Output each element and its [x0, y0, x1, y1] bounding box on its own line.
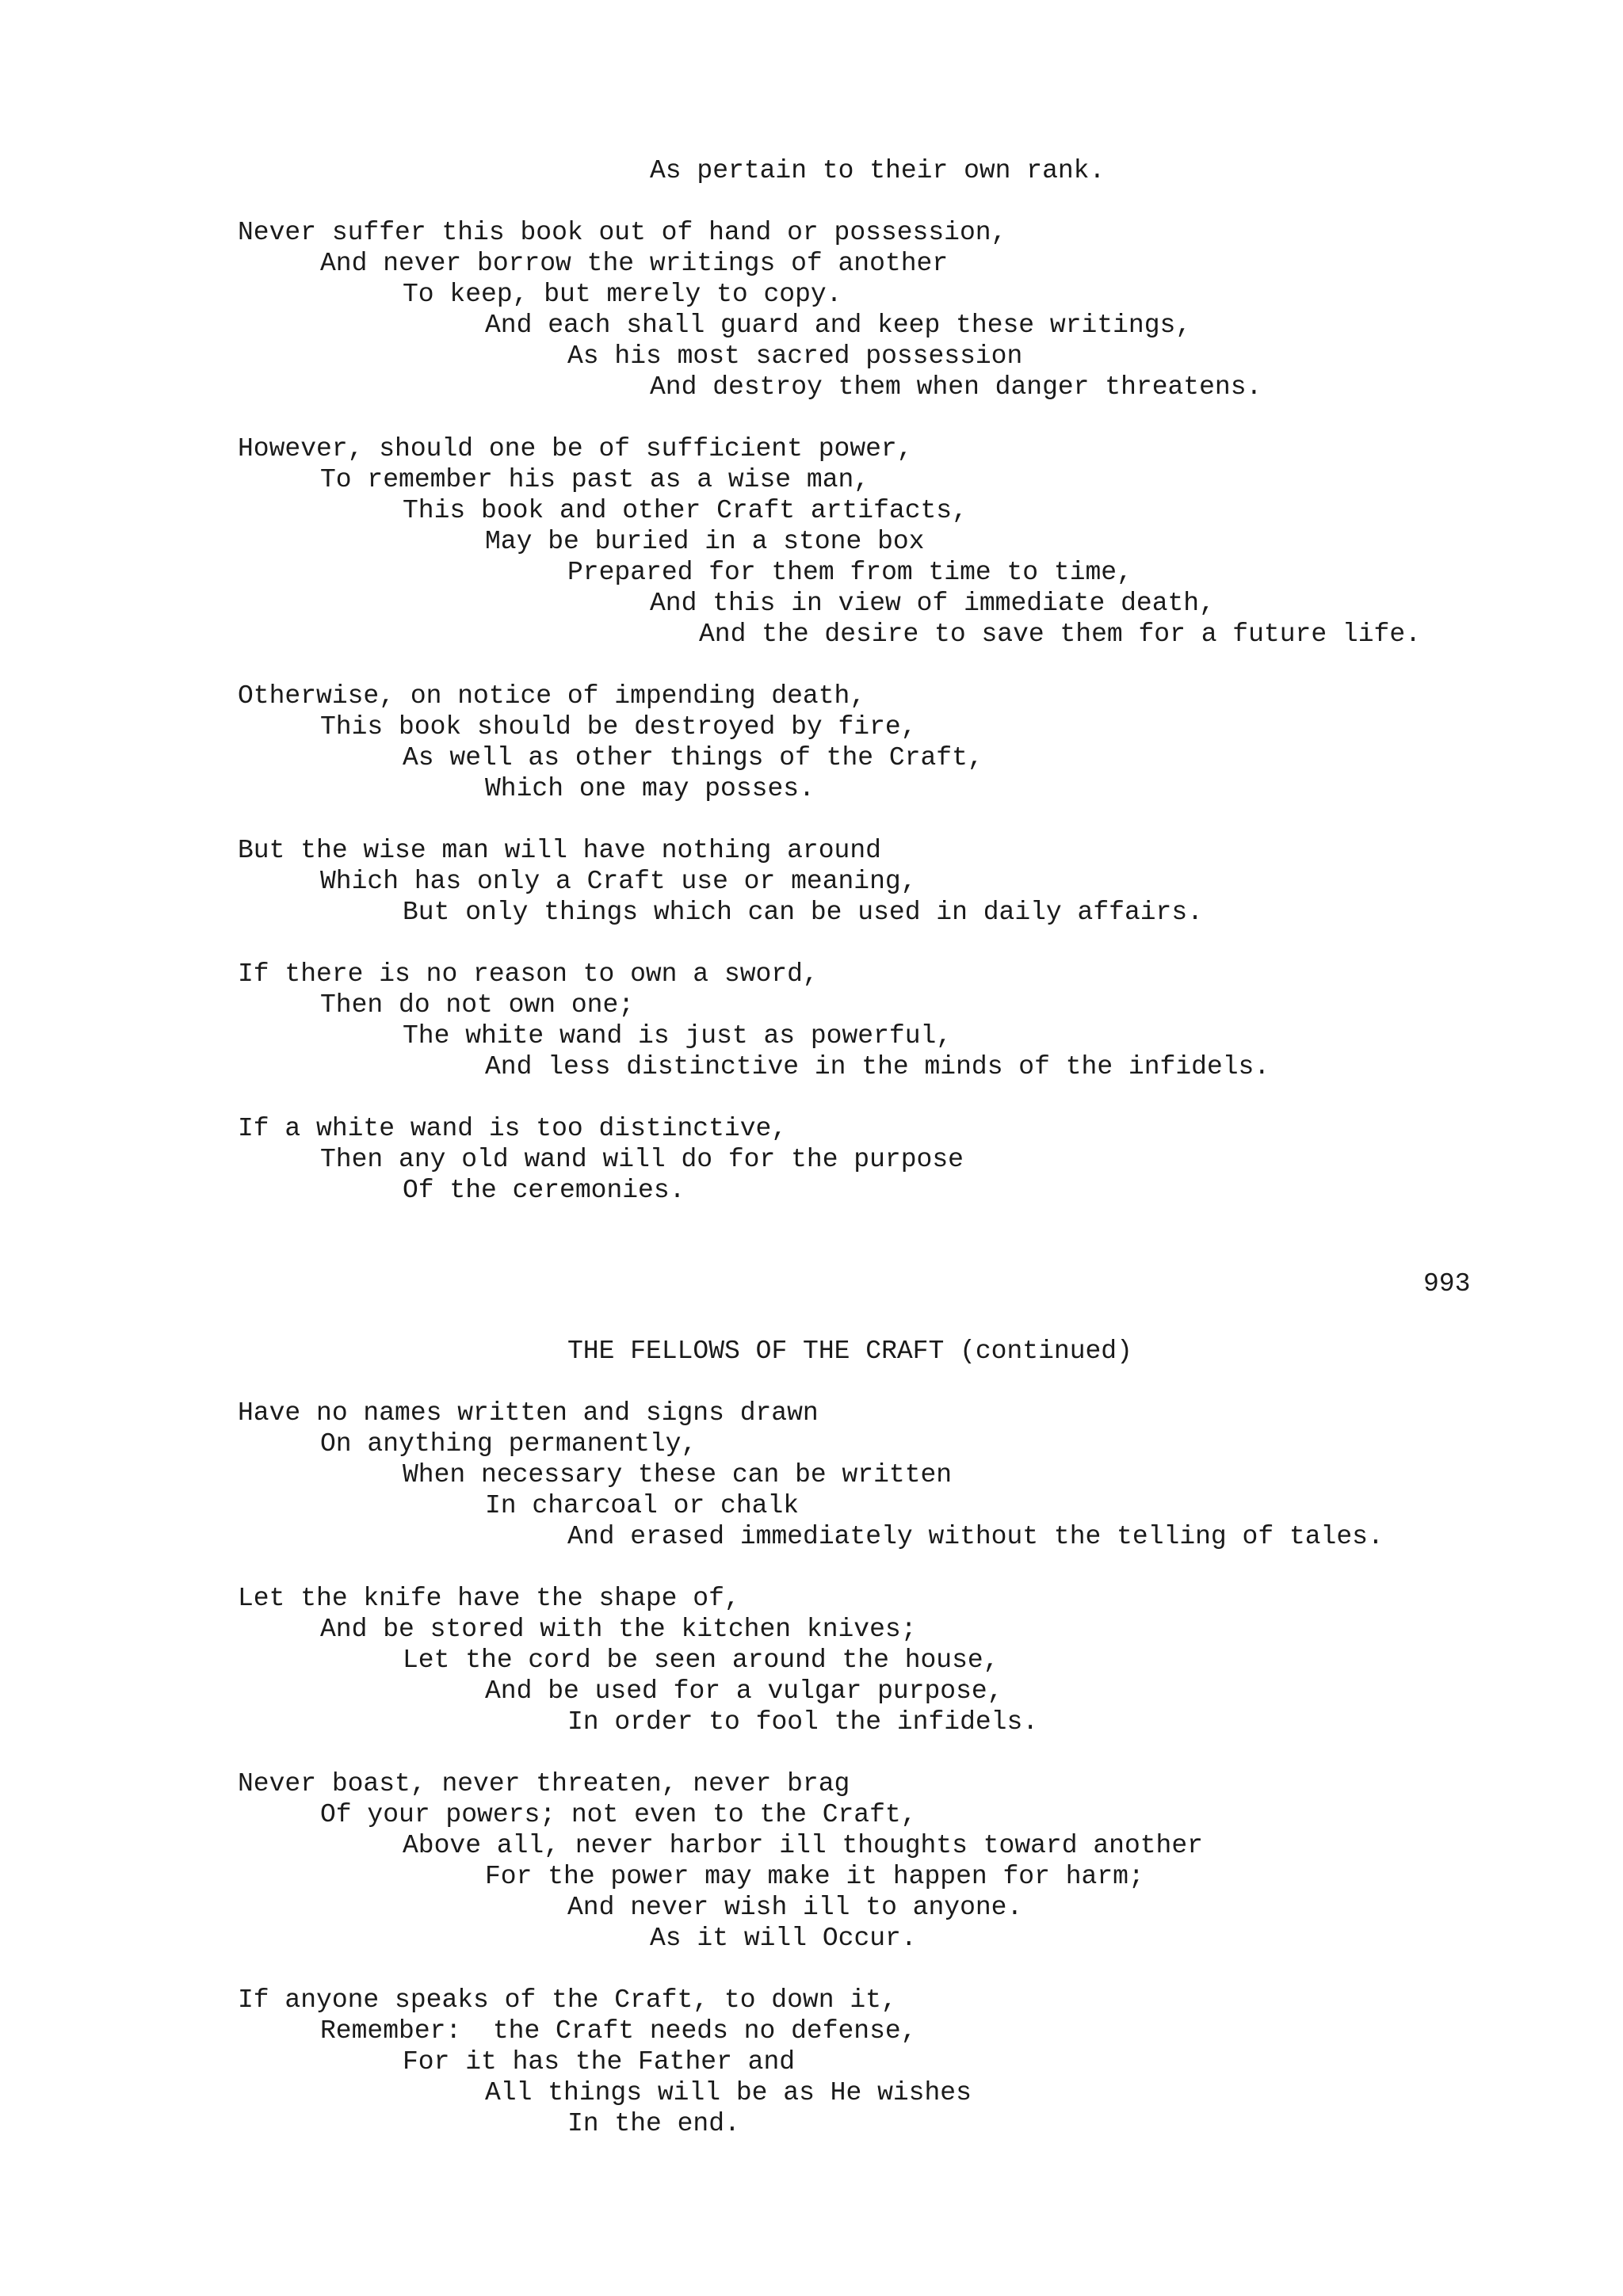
text-line: For it has the Father and [403, 2047, 796, 2077]
text-line: If a white wand is too distinctive, [238, 1114, 788, 1143]
text-line: And be stored with the kitchen knives; [320, 1615, 917, 1644]
text-line: Then do not own one; [320, 990, 635, 1020]
text-line: And be used for a vulgar purpose, [485, 1676, 1003, 1706]
text-line: Let the knife have the shape of, [238, 1584, 740, 1613]
text-line: This book should be destroyed by fire, [320, 712, 917, 742]
text-line: But the wise man will have nothing around [238, 836, 881, 865]
text-line: Which one may posses. [485, 774, 815, 803]
text-line: And destroy them when danger threatens. [650, 372, 1262, 402]
text-line: If anyone speaks of the Craft, to down it, [238, 1985, 897, 2015]
text-line: For the power may make it happen for harm; [485, 1862, 1144, 1891]
text-line: And never wish ill to anyone. [567, 1893, 1023, 1922]
text-line: Then any old wand will do for the purpose [320, 1145, 964, 1174]
text-line: As his most sacred possession [567, 341, 1023, 371]
text-line: To keep, but merely to copy. [403, 280, 842, 309]
text-line: And less distinctive in the minds of the infidels. [485, 1052, 1270, 1081]
section-heading: THE FELLOWS OF THE CRAFT (continued) [567, 1337, 1132, 1366]
text-line: As well as other things of the Craft, [403, 743, 983, 772]
top-line: As pertain to their own rank. [650, 156, 1106, 185]
text-line: Above all, never harbor ill thoughts toward another [403, 1831, 1203, 1860]
text-line: If there is no reason to own a sword, [238, 959, 819, 989]
text-line: On anything permanently, [320, 1429, 697, 1459]
text-line: And never borrow the writings of another [320, 249, 949, 278]
text-line: And the desire to save them for a future life. [699, 620, 1421, 649]
text-line: To remember his past as a wise man, [320, 465, 870, 494]
text-line: In order to fool the infidels. [567, 1707, 1039, 1737]
page-number: 993 [1423, 1269, 1471, 1299]
text-line: But only things which can be used in daily affairs. [403, 898, 1203, 927]
text-line: Otherwise, on notice of impending death, [238, 681, 866, 711]
text-line: This book and other Craft artifacts, [403, 496, 968, 525]
text-line: And this in view of immediate death, [650, 589, 1215, 618]
text-line: Never suffer this book out of hand or possession, [238, 218, 1007, 247]
text-line: In the end. [567, 2109, 740, 2138]
text-line: Have no names written and signs drawn [238, 1398, 819, 1428]
text-line: And erased immediately without the telling of tales. [567, 1522, 1384, 1551]
text-line: As it will Occur. [650, 1924, 917, 1953]
text-line: Remember: the Craft needs no defense, [320, 2016, 917, 2046]
text-line: The white wand is just as powerful, [403, 1021, 953, 1051]
text-line: In charcoal or chalk [485, 1491, 800, 1520]
text-line: Prepared for them from time to time, [567, 558, 1132, 587]
text-line: All things will be as He wishes [485, 2078, 972, 2107]
text-line: Never boast, never threaten, never brag [238, 1769, 850, 1798]
text-line: And each shall guard and keep these writings, [485, 311, 1192, 340]
text-line: However, should one be of sufficient power, [238, 434, 913, 463]
text-line: Of your powers; not even to the Craft, [320, 1800, 917, 1829]
text-line: May be buried in a stone box [485, 527, 925, 556]
text-line: Let the cord be seen around the house, [403, 1646, 999, 1675]
text-line: Of the ceremonies. [403, 1176, 685, 1205]
text-line: Which has only a Craft use or meaning, [320, 867, 917, 896]
text-line: When necessary these can be written [403, 1460, 953, 1489]
